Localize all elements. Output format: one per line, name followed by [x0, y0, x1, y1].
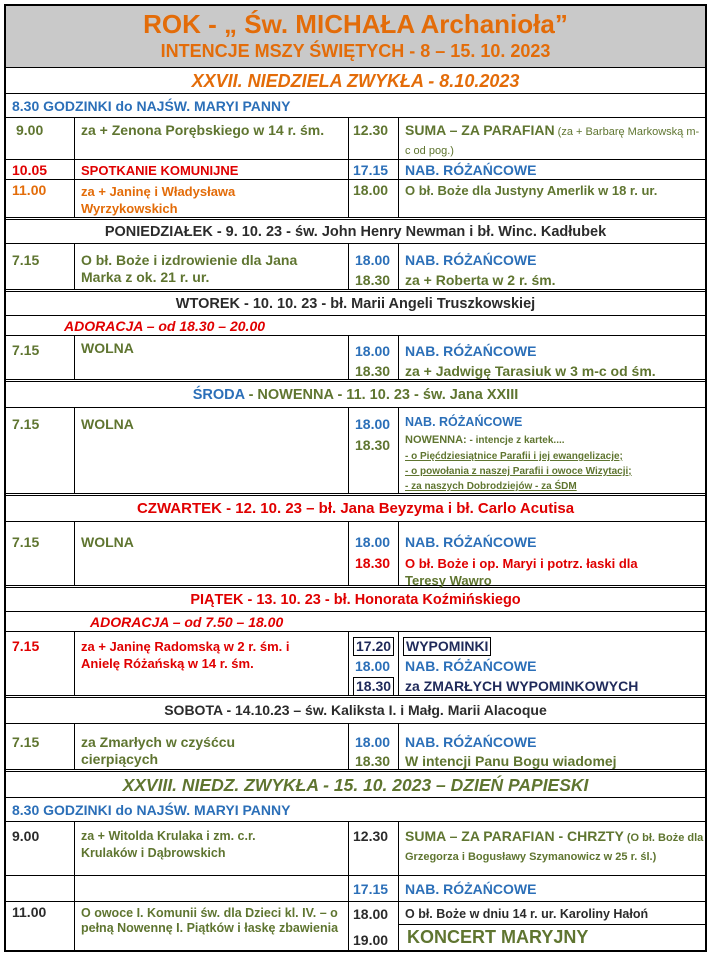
time: 17.15 — [353, 881, 389, 897]
time: 7.15 — [12, 534, 40, 550]
page-subtitle: INTENCJE MSZY ŚWIĘTYCH - 8 – 15. 10. 2023 — [160, 41, 551, 61]
wednesday-rest: - NOWENNA - 11. 10. 23 - św. Jana XXIII — [244, 387, 519, 403]
suma-note: (O bł. Boże dla Grzegorza i Bogusławy Szymanowicz w 25 r. śl.) — [405, 832, 704, 863]
intention: za + Zenona Porębskiego w 14 r. śm. — [81, 122, 325, 138]
time: 7.15 — [12, 638, 40, 654]
time: 18.00 — [355, 658, 391, 674]
intention: W intencji Panu Bogu wiadomej — [405, 753, 617, 769]
intention — [405, 828, 705, 866]
intention-start: O bł. Boże i op. Maryi i potrz. łaski dla — [405, 556, 638, 571]
time: 18.30 — [355, 753, 391, 769]
time: 18.00 — [353, 906, 389, 922]
intention — [405, 555, 638, 572]
wednesday-title-row — [6, 382, 705, 408]
suma-label: SUMA – ZA PARAFIAN - CHRZTY — [405, 828, 624, 844]
sunday2-godzinki: 8.30 GODZINKI do NAJŚW. MARYI PANNY — [12, 802, 291, 818]
sunday1-row2 — [6, 160, 705, 180]
page-title: ROK - „ Św. MICHAŁA Archanioła” — [143, 9, 568, 39]
intention-cont: Teresy Wawro — [405, 573, 492, 588]
sunday2-row2 — [6, 876, 705, 902]
time: 9.00 — [16, 122, 44, 138]
nowenna-line — [405, 434, 565, 447]
intention — [405, 122, 701, 160]
intention: NAB. RÓŻAŃCOWE — [405, 734, 537, 750]
intention: NAB. RÓŻAŃCOWE — [405, 343, 537, 359]
thursday-title: CZWARTEK - 12. 10. 23 – bł. Jana Beyzyma i bł. Carlo Acutisa — [136, 500, 575, 517]
time: 7.15 — [12, 734, 40, 750]
nowenna-label: NOWENNA: — [405, 434, 467, 446]
tuesday-title: WTOREK - 10. 10. 23 - bł. Marii Angeli Truszkowskiej — [175, 296, 536, 312]
intention: WOLNA — [81, 416, 134, 432]
time: 18.30 — [355, 555, 391, 571]
friday-title: PIĄTEK - 13. 10. 23 - bł. Honorata Koźmińskiego — [190, 592, 521, 608]
intention: O bł. Boże dla Justyny Amerlik w 18 r. ur. — [405, 183, 658, 198]
tuesday-adoracja-row — [6, 316, 705, 336]
sunday1-row3 — [6, 180, 705, 220]
time: 11.00 — [12, 182, 47, 198]
time: 9.00 — [12, 828, 40, 844]
koncert-label: KONCERT MARYJNY — [407, 927, 589, 947]
sunday2-row1 — [6, 822, 705, 876]
sunday2-godzinki-row — [6, 798, 705, 822]
time: 18.00 — [355, 416, 391, 432]
saturday-title: SOBOTA - 14.10.23 – św. Kaliksta I. i Małg. Marii Alacoque — [164, 702, 547, 718]
time: 7.15 — [12, 342, 40, 358]
monday-title-row — [6, 220, 705, 244]
sunday1-title-row — [6, 68, 705, 94]
sunday2-title-row — [6, 772, 705, 798]
time: 12.30 — [353, 828, 389, 844]
intention: NAB. RÓŻAŃCOWE — [405, 534, 537, 550]
thursday-masses — [6, 522, 705, 588]
sunday2-row3 — [6, 902, 705, 950]
thursday-title-row — [6, 496, 705, 522]
adoracja-label: ADORACJA – od 18.30 – 20.00 — [64, 318, 266, 334]
intention: NAB. RÓŻAŃCOWE — [405, 415, 523, 429]
intention: O bł. Boże w dniu 14 r. ur. Karoliny Hałoń — [405, 907, 649, 921]
time: 18.00 — [355, 734, 391, 750]
nowenna-item: - za naszych Dobrodziejów - za ŚDM — [405, 481, 577, 492]
intention: SPOTKANIE KOMUNIJNE — [81, 163, 239, 178]
time: 17.15 — [353, 162, 389, 178]
nowenna-item: - o Pięćdziesiątnice Parafii i jej ewangelizacje; — [405, 451, 623, 462]
intention: NAB. RÓŻAŃCOWE — [405, 162, 537, 178]
suma-label: SUMA – ZA PARAFIAN — [405, 122, 555, 138]
time: 18.00 — [353, 182, 389, 198]
monday-title: PONIEDZIAŁEK - 9. 10. 23 - św. John Henry Newman i bł. Winc. Kadłubek — [104, 224, 607, 240]
tuesday-masses — [6, 336, 705, 382]
wednesday-day: ŚRODA — [192, 387, 245, 403]
sunday1-row1 — [6, 118, 705, 160]
time: 18.30 — [355, 363, 391, 379]
intention: NAB. RÓŻAŃCOWE — [405, 658, 537, 674]
intention: WOLNA — [81, 340, 134, 356]
intention: za ZMARŁYCH WYPOMINKOWYCH — [405, 678, 639, 694]
time: 17.20 — [353, 637, 394, 656]
time: 10.05 — [12, 162, 48, 178]
intention: za + Jadwigę Tarasiuk w 3 m-c od śm. — [405, 363, 656, 379]
saturday-masses — [6, 724, 705, 772]
time: 18.30 — [355, 437, 391, 453]
suma-note: (za + Barbarę Markowską m-c od pog.) — [405, 126, 700, 157]
intention: za + Janinę i Władysława Wyrzykowskich — [81, 184, 236, 216]
time: 19.00 — [353, 932, 389, 948]
friday-masses — [6, 632, 705, 698]
sunday1-title: XXVII. NIEDZIELA ZWYKŁA - 8.10.2023 — [191, 71, 520, 91]
saturday-title-row — [6, 698, 705, 724]
adoracja-label: ADORACJA – od 7.50 – 18.00 — [90, 614, 284, 630]
intention: za + Janinę Radomską w 2 r. śm. i Anielę Różańską w 14 r. śm. — [81, 639, 290, 671]
intention: za Zmarłych w czyśćcu cierpiących — [81, 734, 236, 767]
sunday2-title: XXVIII. NIEDZ. ZWYKŁA - 15. 10. 2023 – DZIEŃ PAPIESKI — [122, 775, 589, 795]
nowenna-note: - intencje z kartek.... — [466, 435, 565, 446]
header — [6, 6, 705, 68]
nowenna-item: - o powołania z naszej Parafii i owoce Wizytacji; — [405, 466, 632, 477]
friday-adoracja-row — [6, 612, 705, 632]
sunday1-godzinki: 8.30 GODZINKI do NAJŚW. MARYI PANNY — [12, 98, 291, 114]
wednesday-title — [6, 387, 705, 404]
intention: za + Witolda Krulaka i zm. c.r. Krulaków i Dąbrowskich — [81, 829, 256, 860]
intention: za + Roberta w 2 r. śm. — [405, 272, 556, 288]
wednesday-masses — [6, 408, 705, 496]
monday-masses — [6, 244, 705, 292]
friday-title-row — [6, 588, 705, 612]
time: 11.00 — [12, 904, 47, 920]
time: 7.15 — [12, 252, 40, 268]
intention: WOLNA — [81, 534, 134, 550]
time: 18.00 — [355, 534, 391, 550]
intention: NAB. RÓŻAŃCOWE — [405, 252, 537, 268]
sunday1-godzinki-row — [6, 94, 705, 118]
time: 12.30 — [353, 122, 389, 138]
intention: WYPOMINKI — [403, 637, 491, 656]
schedule-page — [4, 4, 707, 952]
time: 18.00 — [355, 343, 391, 359]
intention: O bł. Boże i izdrowienie dla Jana Marka z ok. 21 r. ur. — [81, 252, 298, 285]
time: 18.00 — [355, 252, 391, 268]
time: 18.30 — [355, 272, 391, 288]
time: 7.15 — [12, 416, 40, 432]
intention: O owoce I. Komunii św. dla Dzieci kl. IV. – o pełną Nowennę I. Piątków i łaskę zbawienia — [81, 906, 339, 935]
time: 18.30 — [353, 677, 394, 696]
intention: NAB. RÓŻAŃCOWE — [405, 881, 537, 897]
tuesday-title-row — [6, 292, 705, 316]
